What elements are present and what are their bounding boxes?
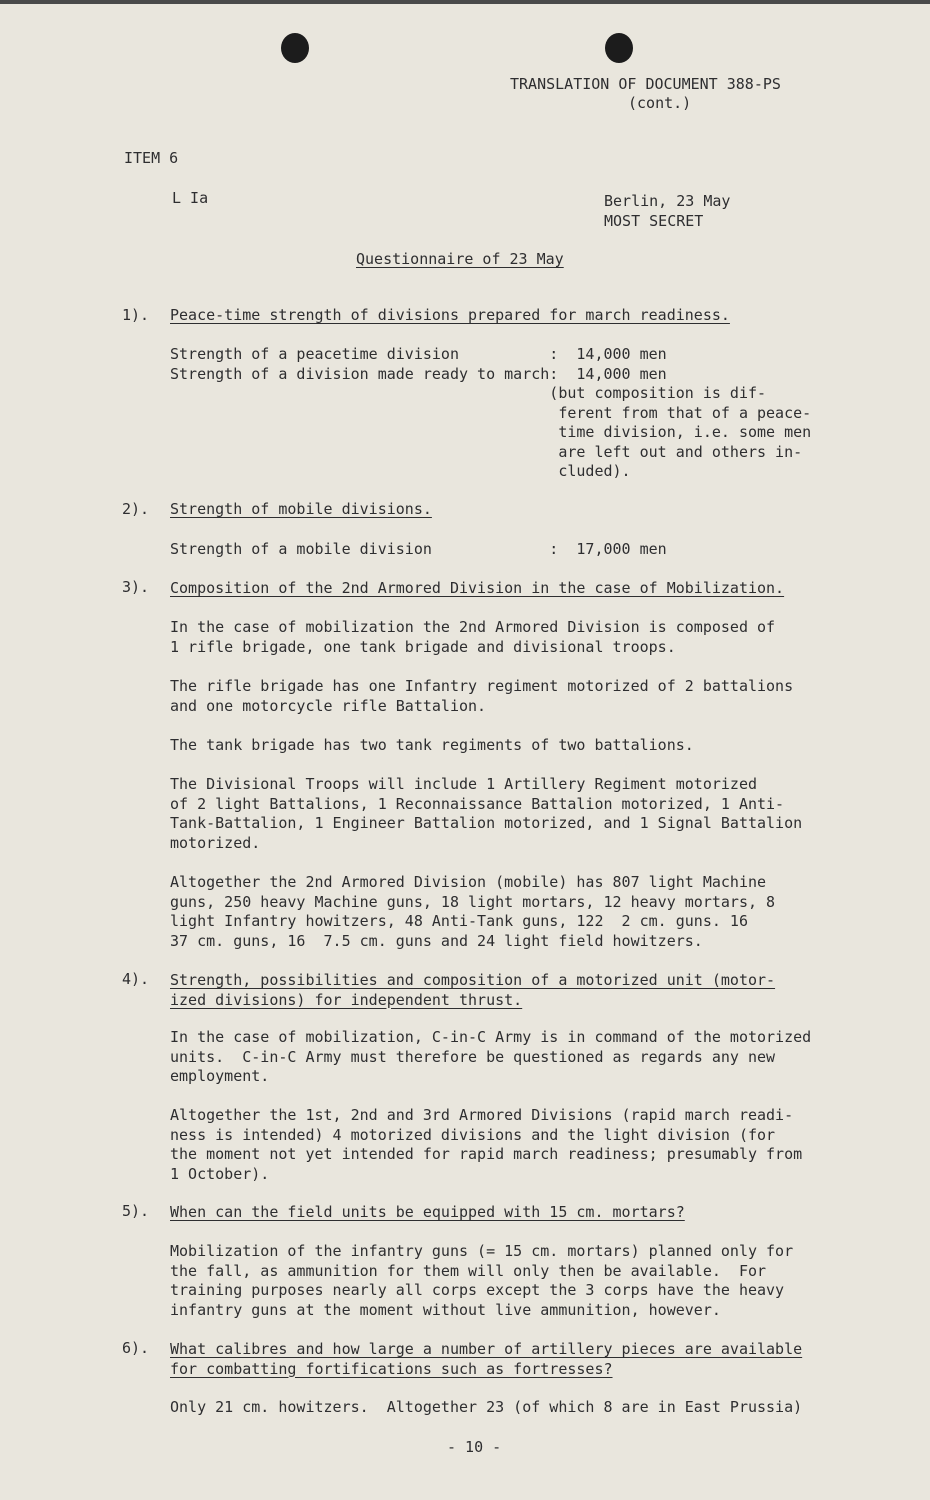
section-title <box>170 971 775 1010</box>
text-line: cluded). <box>170 462 631 480</box>
text-line: Mobilization of the infantry guns (= 15 cm. mortars) planned only for <box>170 1242 794 1260</box>
text-line: 1 rifle brigade, one tank brigade and divisional troops. <box>170 637 676 656</box>
section-number: 3). <box>122 578 150 596</box>
text-line: employment. <box>170 1067 270 1085</box>
text-line: time division, i.e. some men <box>170 423 812 441</box>
paragraph <box>170 618 775 657</box>
text-line: In the case of mobilization the 2nd Armored Division is composed of <box>170 618 776 636</box>
item-label: ITEM 6 <box>124 149 179 167</box>
title-line: Composition of the 2nd Armored Division in the case of Mobilization. <box>170 579 785 597</box>
title-line: Peace-time strength of divisions prepared for march readiness. <box>170 306 730 324</box>
text-line: In the case of mobilization, C-in-C Army is in command of the motorized <box>170 1028 812 1046</box>
section-number: 2). <box>122 500 150 518</box>
title-line: What calibres and how large a number of artillery pieces are available <box>170 1340 803 1358</box>
section-title <box>170 1203 685 1223</box>
reference-code: L Ia <box>172 189 209 207</box>
section-title <box>170 579 784 599</box>
text-line: infantry guns at the moment without live ammunition, however. <box>170 1300 721 1319</box>
paragraph <box>170 736 694 756</box>
text-line: the fall, as ammunition for them will only then be available. For <box>170 1261 767 1280</box>
document-continued: (cont.) <box>628 94 692 112</box>
title-line: Strength of mobile divisions. <box>170 500 432 518</box>
text-line: and one motorcycle rifle Battalion. <box>170 696 487 715</box>
section-number: 6). <box>122 1339 150 1357</box>
paragraph <box>170 1242 793 1320</box>
punch-hole-left <box>281 33 309 63</box>
paragraph <box>170 1398 802 1418</box>
text-line: Altogether the 1st, 2nd and 3rd Armored Divisions (rapid march readi- <box>170 1106 794 1124</box>
section-title <box>170 500 432 520</box>
text-line: units. C-in-C Army must therefore be questioned as regards any new <box>170 1047 776 1066</box>
text-line: (but composition is dif- <box>170 384 767 402</box>
text-line: training purposes nearly all corps except the 3 corps have the heavy <box>170 1281 785 1299</box>
paragraph <box>170 873 775 951</box>
page-number: - 10 - <box>447 1438 502 1456</box>
paragraph <box>170 345 811 482</box>
text-line: 1 October). <box>170 1164 270 1183</box>
page-top-edge <box>0 0 930 4</box>
text-line: ferent from that of a peace- <box>170 403 812 422</box>
section-number: 5). <box>122 1202 150 1220</box>
title-line: for combatting fortifications such as fortresses? <box>170 1359 613 1378</box>
text-line: The Divisional Troops will include 1 Artillery Regiment motorized <box>170 775 757 793</box>
paragraph <box>170 775 802 853</box>
paragraph <box>170 540 667 560</box>
section-title <box>170 1340 802 1379</box>
place-date: Berlin, 23 May <box>604 192 731 210</box>
title-line: When can the field units be equipped with 15 cm. mortars? <box>170 1203 685 1221</box>
text-line: Strength of a peacetime division : 14,000 men <box>170 345 667 363</box>
text-line: ness is intended) 4 motorized divisions and the light division (for <box>170 1125 776 1144</box>
title-line: ized divisions) for independent thrust. <box>170 990 523 1009</box>
text-line: the moment not yet intended for rapid march readiness; presumably from <box>170 1145 803 1163</box>
title-line: Strength, possibilities and composition of a motorized unit (motor- <box>170 971 776 989</box>
text-line: Altogether the 2nd Armored Division (mobile) has 807 light Machine <box>170 873 767 891</box>
document-title: TRANSLATION OF DOCUMENT 388-PS <box>510 75 781 93</box>
text-line: Strength of a mobile division : 17,000 men <box>170 540 667 558</box>
text-line: Only 21 cm. howitzers. Altogether 23 (of which 8 are in East Prussia) <box>170 1398 803 1416</box>
paragraph <box>170 677 793 716</box>
text-line: are left out and others in- <box>170 442 803 461</box>
section-number: 4). <box>122 970 150 988</box>
text-line: 37 cm. guns, 16 7.5 cm. guns and 24 light field howitzers. <box>170 931 703 950</box>
text-line: guns, 250 heavy Machine guns, 18 light mortars, 12 heavy mortars, 8 <box>170 892 776 911</box>
section-title <box>170 306 730 326</box>
paragraph <box>170 1106 802 1184</box>
paragraph <box>170 1028 811 1087</box>
text-line: Strength of a division made ready to march: 14,000 men <box>170 364 667 383</box>
text-line: light Infantry howitzers, 48 Anti-Tank guns, 122 2 cm. guns. 16 <box>170 912 748 930</box>
text-line: motorized. <box>170 833 261 852</box>
questionnaire-heading: Questionnaire of 23 May <box>356 250 564 268</box>
punch-hole-right <box>605 33 633 63</box>
text-line: The tank brigade has two tank regiments of two battalions. <box>170 736 694 754</box>
classification: MOST SECRET <box>604 212 704 230</box>
text-line: of 2 light Battalions, 1 Reconnaissance Battalion motorized, 1 Anti- <box>170 794 785 813</box>
section-number: 1). <box>122 306 150 324</box>
text-line: The rifle brigade has one Infantry regiment motorized of 2 battalions <box>170 677 794 695</box>
text-line: Tank-Battalion, 1 Engineer Battalion motorized, and 1 Signal Battalion <box>170 814 803 832</box>
